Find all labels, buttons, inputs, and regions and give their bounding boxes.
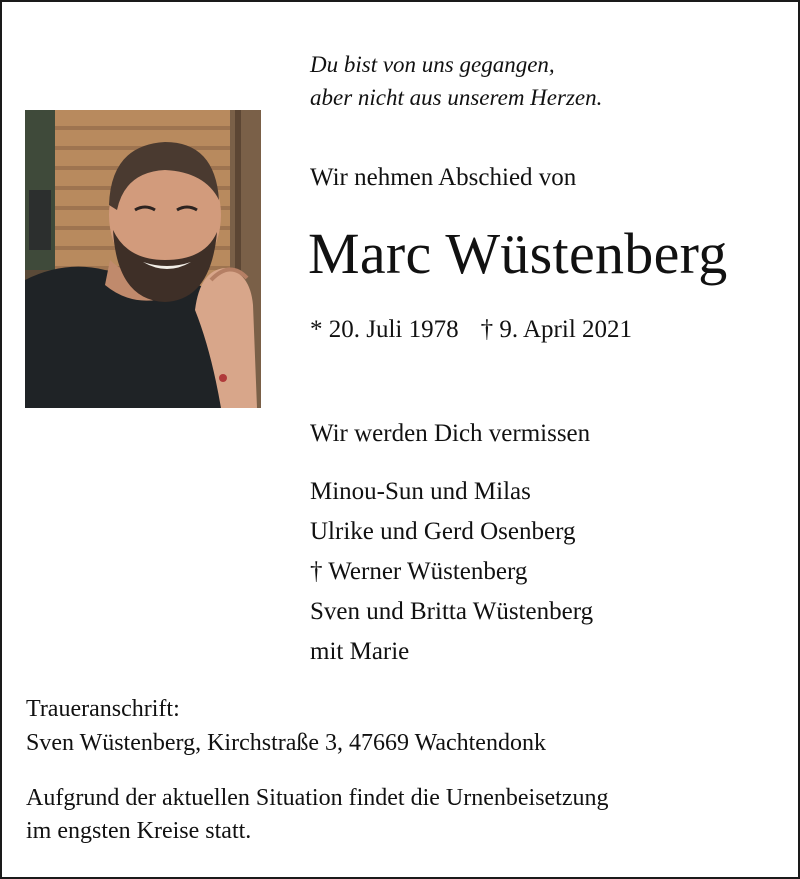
mourner-entry: Minou-Sun und Milas	[310, 478, 531, 505]
closing-text: Wir werden Dich vermissen	[310, 420, 591, 447]
mourners-list	[310, 472, 593, 672]
motto-line-2: aber nicht aus unserem Herzen.	[310, 85, 603, 110]
portrait-illustration	[25, 110, 261, 408]
portrait-photo	[25, 110, 261, 408]
death-date: † 9. April 2021	[480, 316, 633, 343]
notice-line-2: im engsten Kreise statt.	[26, 818, 252, 844]
intro-text: Wir nehmen Abschied von	[310, 164, 577, 191]
life-dates	[310, 316, 632, 344]
mourner-entry: Sven und Britta Wüstenberg	[310, 598, 594, 625]
motto-line-1: Du bist von uns gegangen,	[310, 52, 555, 77]
notice-text	[26, 782, 609, 848]
birth-date: * 20. Juli 1978	[310, 316, 459, 343]
address-value: Sven Wüstenberg, Kirchstraße 3, 47669 Wachtendonk	[26, 730, 546, 756]
mourner-entry: mit Marie	[310, 638, 410, 665]
notice-line-1: Aufgrund der aktuellen Situation findet die Urnenbeisetzung	[26, 785, 609, 811]
motto	[310, 48, 602, 114]
mourner-entry: † Werner Wüstenberg	[310, 558, 528, 585]
address-label: Traueranschrift:	[26, 696, 180, 722]
mourner-entry: Ulrike und Gerd Osenberg	[310, 518, 576, 545]
deceased-name: Marc Wüstenberg	[308, 221, 728, 286]
